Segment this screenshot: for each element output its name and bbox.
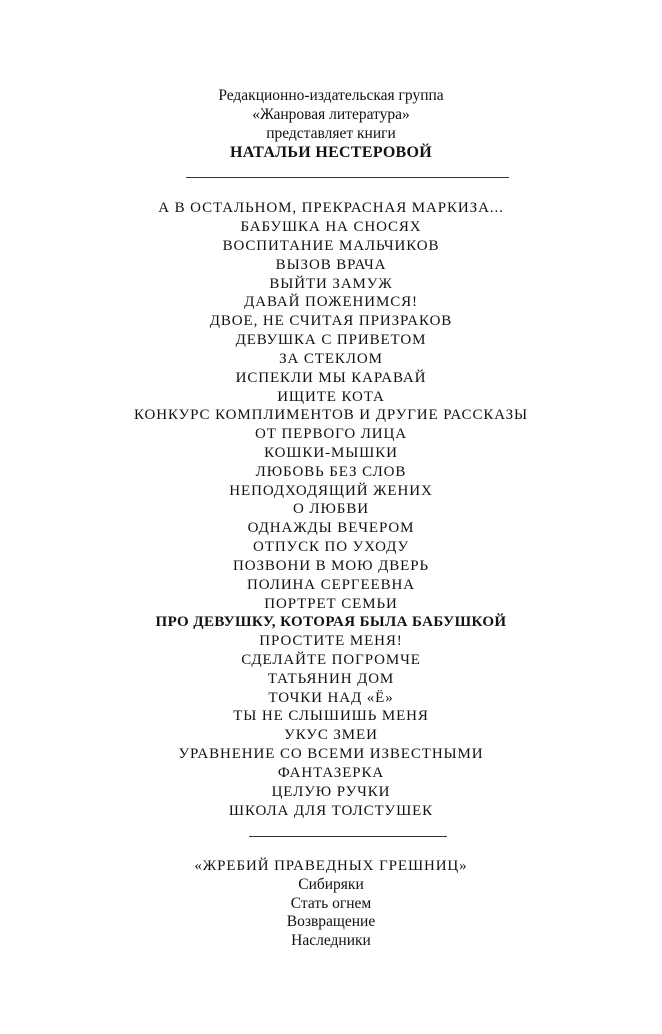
imprint-name: «Жанровая литература» [252, 106, 410, 123]
book-title: ДЕВУШКА С ПРИВЕТОМ [235, 332, 427, 348]
book-title: ДАВАЙ ПОЖЕНИМСЯ! [244, 294, 418, 310]
book-title: ДВОЕ, НЕ СЧИТАЯ ПРИЗРАКОВ [209, 313, 453, 329]
book-title: ТЫ НЕ СЛЫШИШЬ МЕНЯ [233, 708, 429, 724]
series-book: Сибиряки [298, 876, 364, 893]
series-book: Стать огнем [290, 895, 372, 912]
presents-line: представляет книги [266, 125, 396, 142]
divider-top [186, 177, 509, 178]
book-title: ТАТЬЯНИН ДОМ [267, 671, 395, 687]
series-title: «ЖРЕБИЙ ПРАВЕДНЫХ ГРЕШНИЦ» [194, 858, 468, 874]
book-title: А В ОСТАЛЬНОМ, ПРЕКРАСНАЯ МАРКИЗА... [158, 200, 504, 216]
series-book: Наследники [291, 932, 371, 949]
book-title: ЗА СТЕКЛОМ [279, 351, 383, 367]
book-title: ОТПУСК ПО УХОДУ [253, 539, 409, 555]
book-title: КОНКУРС КОМПЛИМЕНТОВ И ДРУГИЕ РАССКАЗЫ [133, 407, 529, 423]
book-title: ЛЮБОВЬ БЕЗ СЛОВ [255, 464, 407, 480]
book-title: КОШКИ-МЫШКИ [264, 445, 398, 461]
book-title: ВЫЙТИ ЗАМУЖ [269, 276, 393, 292]
book-title: УКУС ЗМЕИ [284, 727, 378, 743]
book-title: ПОРТРЕТ СЕМЬИ [264, 596, 398, 612]
book-title: ПРОСТИТЕ МЕНЯ! [259, 633, 403, 649]
book-title: ПОЛИНА СЕРГЕЕВНА [247, 577, 415, 593]
book-title: ШКОЛА ДЛЯ ТОЛСТУШЕК [228, 803, 434, 819]
book-title: О ЛЮБВИ [293, 501, 369, 517]
divider-bottom [249, 836, 447, 837]
book-title: ОТ ПЕРВОГО ЛИЦА [255, 426, 407, 442]
series-book: Возвращение [286, 913, 376, 930]
book-title: НЕПОДХОДЯЩИЙ ЖЕНИХ [229, 483, 433, 499]
book-title: ВЫЗОВ ВРАЧА [275, 257, 387, 273]
book-title: ИСПЕКЛИ МЫ КАРАВАЙ [235, 370, 427, 386]
book-title: ТОЧКИ НАД «Ё» [268, 690, 394, 706]
book-title: ЦЕЛУЮ РУЧКИ [271, 784, 391, 800]
book-title: УРАВНЕНИЕ СО ВСЕМИ ИЗВЕСТНЫМИ [178, 746, 484, 762]
book-title: СДЕЛАЙТЕ ПОГРОМЧЕ [241, 652, 421, 668]
book-title: БАБУШКА НА СНОСЯХ [240, 219, 422, 235]
book-title: ИЩИТЕ КОТА [277, 389, 385, 405]
book-title: ПОЗВОНИ В МОЮ ДВЕРЬ [233, 558, 429, 574]
publisher-line: Редакционно-издательская группа [218, 87, 444, 104]
book-title: ОДНАЖДЫ ВЕЧЕРОМ [247, 520, 415, 536]
book-title: ФАНТАЗЕРКА [277, 765, 385, 781]
book-title: ВОСПИТАНИЕ МАЛЬЧИКОВ [222, 238, 440, 254]
author-name: НАТАЛЬИ НЕСТЕРОВОЙ [229, 144, 433, 161]
book-title-highlighted: ПРО ДЕВУШКУ, КОТОРАЯ БЫЛА БАБУШКОЙ [155, 614, 507, 630]
